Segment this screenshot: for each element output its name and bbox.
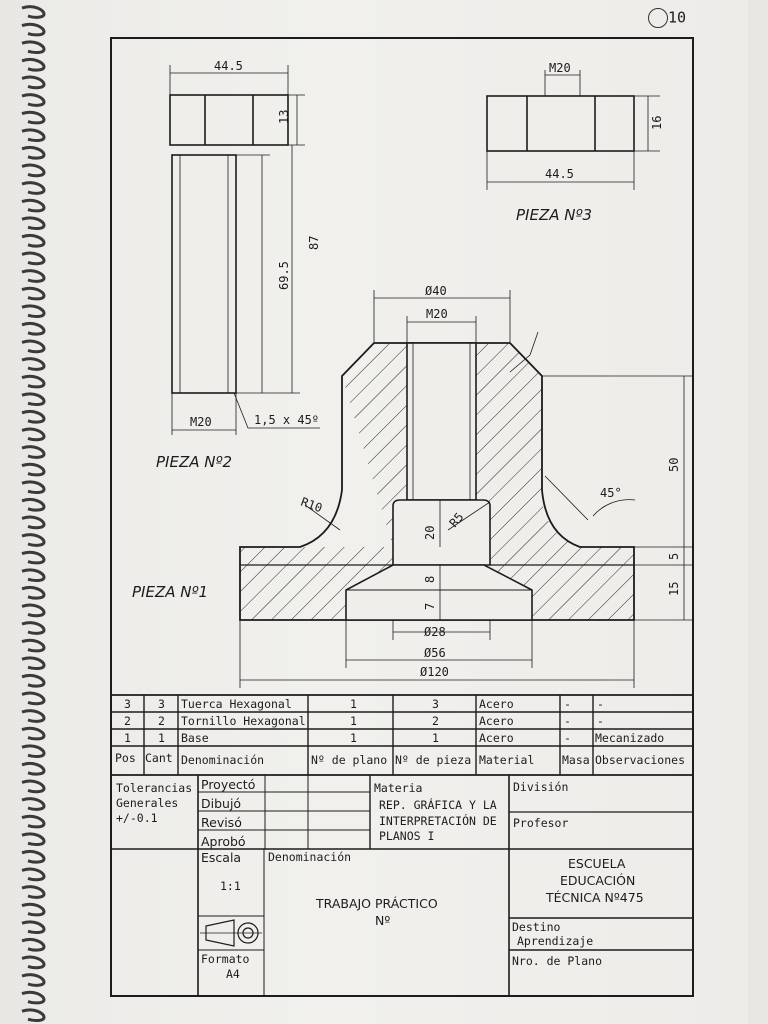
p1-m20-dim: M20 [426, 307, 448, 321]
projection-symbol-icon [200, 920, 262, 946]
p1-h7-dim: 7 [423, 602, 437, 610]
pieza-1-drawing [240, 290, 692, 688]
row-3-plano: 1 [350, 697, 357, 711]
row-3-pieza: 3 [432, 697, 439, 711]
p1-d40-dim: Ø40 [425, 284, 447, 298]
tolerancias-value: +/-0.1 [116, 811, 158, 825]
header-pieza: Nº de pieza [395, 753, 472, 767]
escuela-line-2: EDUCACIÓN [560, 873, 636, 888]
proyecto-label: Proyectó [201, 777, 256, 792]
trabajo-numero: Nº [375, 913, 391, 928]
denominacion-label: Denominación [268, 850, 352, 864]
page-number-text: 10 [668, 8, 687, 27]
aprendizaje-value: Aprendizaje [517, 934, 594, 948]
header-material: Material [479, 753, 535, 767]
trabajo-practico: TRABAJO PRÁCTICO [316, 896, 438, 911]
row-3-masa: - [564, 697, 571, 711]
escuela-line-1: ESCUELA [568, 856, 626, 871]
materia-label: Materia [374, 781, 423, 795]
aprobo-label: Aprobó [201, 834, 246, 849]
row-3-obs: - [597, 697, 604, 711]
p1-h50-dim: 50 [667, 457, 681, 472]
tolerancias-label-1: Tolerancias [116, 781, 193, 795]
row-2-material: Acero [479, 714, 514, 728]
row-1-pieza: 1 [432, 731, 439, 745]
formato-value: A4 [226, 967, 240, 981]
row-1-masa: - [564, 731, 571, 745]
p2-total-dim: 87 [307, 235, 321, 250]
row-2-cant: 2 [158, 714, 165, 728]
row-1-plano: 1 [350, 731, 357, 745]
p1-d120-dim: Ø120 [420, 665, 449, 679]
division-label: División [513, 780, 569, 794]
escala-label: Escala [201, 850, 242, 865]
row-3-pos: 3 [124, 697, 131, 711]
tolerancias-label-2: Generales [116, 796, 179, 810]
p1-h5-dim: 5 [667, 552, 681, 560]
header-masa: Masa [562, 753, 590, 767]
p1-h15-dim: 15 [667, 581, 681, 596]
p2-width-dim: 44.5 [214, 59, 243, 73]
row-3-material: Acero [479, 697, 514, 711]
header-plano: Nº de plano [311, 753, 388, 767]
p1-d28-dim: Ø28 [424, 625, 446, 639]
profesor-label: Profesor [513, 816, 569, 830]
header-pos: Pos [115, 751, 136, 765]
formato-label: Formato [201, 952, 250, 966]
p1-h8-dim: 8 [423, 575, 437, 583]
row-1-material: Acero [479, 731, 514, 745]
p1-angle-dim: 45° [600, 486, 622, 500]
p1-h20-dim: 20 [423, 525, 437, 540]
row-2-denom: Tornillo Hexagonal [181, 714, 306, 728]
p1-d56-dim: Ø56 [424, 646, 446, 660]
p2-shank-dim: 69.5 [277, 261, 291, 290]
row-2-obs: - [597, 714, 604, 728]
p3-width-dim: 44.5 [545, 167, 574, 181]
reviso-label: Revisó [201, 815, 242, 830]
escala-value: 1:1 [220, 879, 241, 893]
destino-label: Destino [512, 920, 561, 934]
header-denom: Denominación [181, 753, 265, 767]
materia-line-2: INTERPRETACIÓN DE [379, 814, 497, 828]
p2-chamfer-dim: 1,5 x 45º [254, 413, 320, 427]
row-2-plano: 1 [350, 714, 357, 728]
p3-thread-dim: M20 [549, 61, 571, 75]
pieza-3-label: PIEZA Nº3 [516, 206, 593, 224]
p1-r10-dim: R10 [298, 494, 325, 516]
row-1-denom: Base [181, 731, 209, 745]
header-cant: Cant [145, 751, 173, 765]
p2-thread-dim: M20 [190, 415, 212, 429]
header-obs: Observaciones [595, 753, 686, 767]
pieza-2-drawing [170, 65, 320, 435]
row-3-cant: 3 [158, 697, 165, 711]
row-2-pos: 2 [124, 714, 131, 728]
row-3-denom: Tuerca Hexagonal [181, 697, 292, 711]
pieza-2-label: PIEZA Nº2 [156, 453, 233, 471]
p3-height-dim: 16 [650, 115, 664, 130]
materia-line-1: REP. GRÁFICA Y LA [379, 798, 497, 812]
row-1-cant: 1 [158, 731, 165, 745]
escuela-line-3: TÉCNICA Nº475 [546, 890, 644, 905]
row-1-pos: 1 [124, 731, 131, 745]
row-1-obs: Mecanizado [595, 731, 665, 745]
row-2-pieza: 2 [432, 714, 439, 728]
dibujo-label: Dibujó [201, 796, 242, 811]
p1-r5-dim: R5 [446, 509, 467, 530]
row-2-masa: - [564, 714, 571, 728]
p2-head-dim: 13 [277, 109, 291, 124]
materia-line-3: PLANOS I [379, 829, 435, 843]
nro-plano-label: Nro. de Plano [512, 954, 603, 968]
pieza-1-label: PIEZA Nº1 [132, 583, 209, 601]
